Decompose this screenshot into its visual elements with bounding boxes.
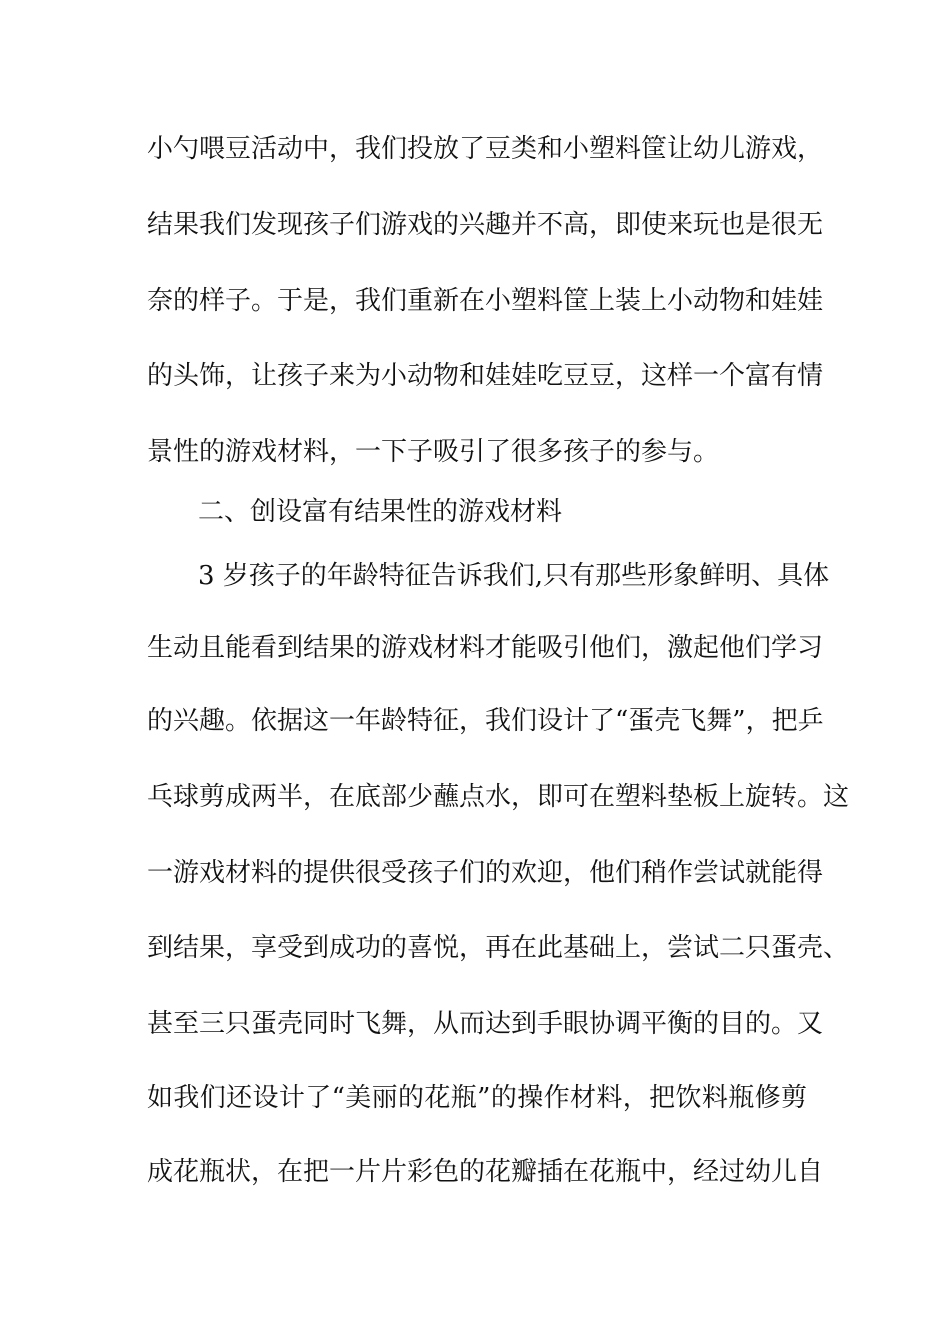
paragraph-line: 3 岁孩子的年龄特征告诉我们,只有那些形象鲜明、具体 <box>198 561 830 591</box>
paragraph-line: 生动且能看到结果的游戏材料才能吸引他们，激起他们学习 <box>147 633 824 663</box>
paragraph-line: 一游戏材料的提供很受孩子们的欢迎，他们稍作尝试就能得 <box>147 858 824 888</box>
paragraph-line: 如我们还设计了“美丽的花瓶”的操作材料，把饮料瓶修剪 <box>147 1083 807 1113</box>
paragraph-line: 结果我们发现孩子们游戏的兴趣并不高，即使来玩也是很无 <box>147 210 824 240</box>
paragraph-line: 的头饰，让孩子来为小动物和娃娃吃豆豆，这样一个富有情 <box>147 361 824 391</box>
paragraph-line: 小勺喂豆活动中，我们投放了豆类和小塑料筐让幼儿游戏， <box>147 134 824 164</box>
paragraph-line: 的兴趣。依据这一年龄特征，我们设计了“蛋壳飞舞”，把乒 <box>147 706 824 736</box>
paragraph-line: 乓球剪成两半，在底部少蘸点水，即可在塑料垫板上旋转。这 <box>147 782 850 812</box>
paragraph-line: 甚至三只蛋壳同时飞舞，从而达到手眼协调平衡的目的。又 <box>147 1009 824 1039</box>
paragraph-line: 景性的游戏材料，一下子吸引了很多孩子的参与。 <box>147 437 720 467</box>
paragraph-line: 到结果，享受到成功的喜悦，再在此基础上，尝试二只蛋壳、 <box>147 933 850 963</box>
section-heading: 二、创设富有结果性的游戏材料 <box>198 497 563 527</box>
paragraph-line: 奈的样子。于是，我们重新在小塑料筐上装上小动物和娃娃 <box>147 286 824 316</box>
paragraph-line: 成花瓶状，在把一片片彩色的花瓣插在花瓶中，经过幼儿自 <box>147 1157 824 1187</box>
